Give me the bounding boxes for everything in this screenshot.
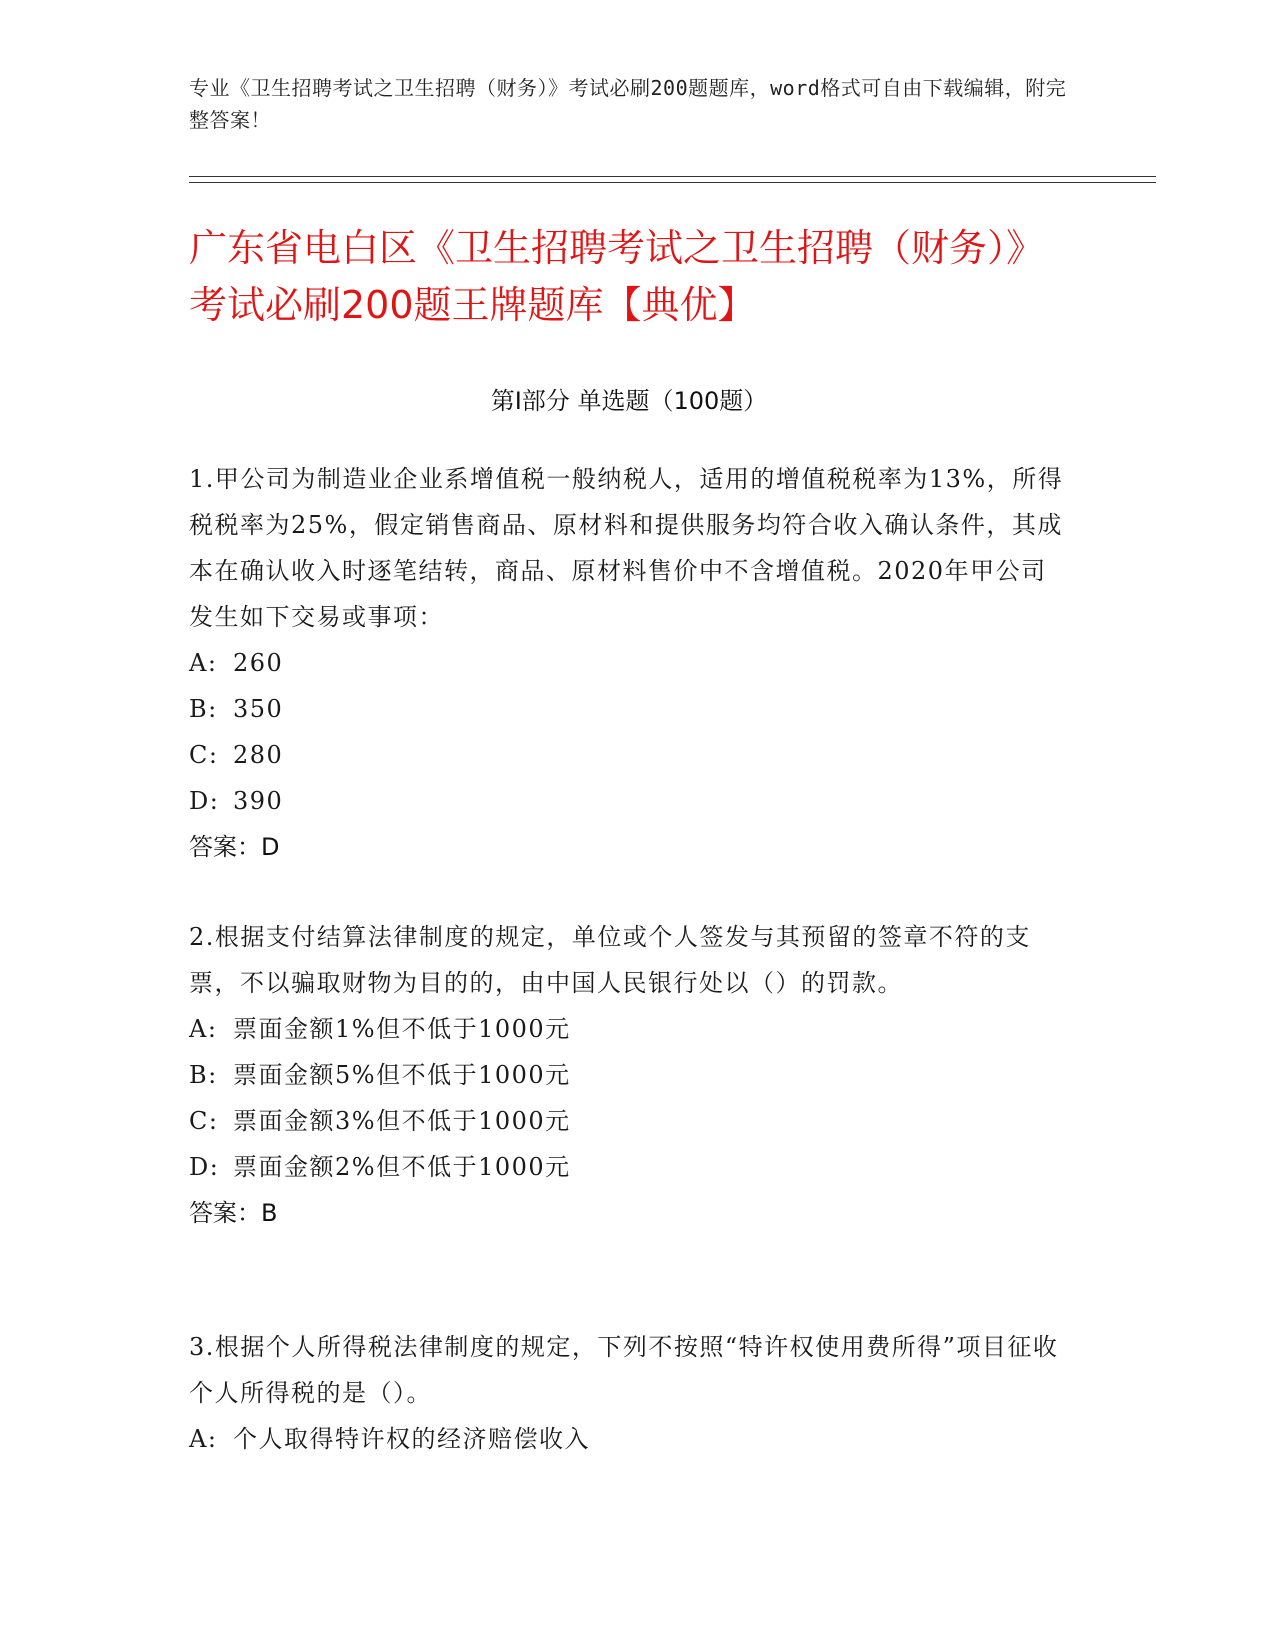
- option-text: 个人取得特许权的经济赔偿收入: [233, 1425, 590, 1453]
- option-key: C:: [189, 1107, 219, 1135]
- option-text: 280: [233, 741, 284, 769]
- option-d: [189, 778, 1069, 824]
- option-key: A:: [189, 1425, 218, 1453]
- question-text: 3.根据个人所得税法律制度的规定，下列不按照“特许权使用费所得”项目征收个人所得税的是（）。: [189, 1333, 1059, 1407]
- option-text: 票面金额5%但不低于1000元: [233, 1061, 571, 1089]
- answer: 答案：B: [189, 1199, 278, 1227]
- option-a: [189, 1006, 1069, 1052]
- option-c: [189, 732, 1069, 778]
- option-text: 票面金额3%但不低于1000元: [233, 1107, 571, 1135]
- option-key: A:: [189, 649, 218, 677]
- option-a: [189, 1416, 1069, 1462]
- question-2: [189, 914, 1069, 1236]
- question-3: [189, 1324, 1069, 1462]
- question-text: 1.甲公司为制造业企业系增值税一般纳税人，适用的增值税税率为13%，所得税税率为25%，假定销售商品、原材料和提供服务均符合收入确认条件，其成本在确认收入时逐笔结转，商品、原材料售价中不含增值税。2020年甲公司发生如下交易或事项：: [189, 465, 1064, 631]
- option-b: [189, 686, 1069, 732]
- option-text: 票面金额2%但不低于1000元: [233, 1153, 571, 1181]
- document-title: 广东省电白区《卫生招聘考试之卫生招聘（财务）》考试必刷200题王牌题库【典优】: [189, 226, 1045, 327]
- option-a: [189, 640, 1069, 686]
- option-text: 260: [233, 649, 284, 677]
- header-divider-thin: [189, 182, 1156, 183]
- option-c: [189, 1098, 1069, 1144]
- option-key: D:: [189, 1153, 220, 1181]
- option-key: C:: [189, 741, 219, 769]
- option-key: B:: [189, 1061, 218, 1089]
- option-key: A:: [189, 1015, 218, 1043]
- option-b: [189, 1052, 1069, 1098]
- header-divider-thick: [189, 176, 1156, 177]
- question-1: [189, 456, 1069, 870]
- answer: 答案：D: [189, 833, 280, 861]
- option-key: D:: [189, 787, 220, 815]
- option-key: B:: [189, 695, 218, 723]
- header-note: 专业《卫生招聘考试之卫生招聘（财务）》考试必刷200题题库，word格式可自由下载编辑，附完整答案！: [189, 76, 1067, 132]
- question-text: 2.根据支付结算法律制度的规定，单位或个人签发与其预留的签章不符的支票，不以骗取财物为目的的，由中国人民银行处以（）的罚款。: [189, 923, 1031, 997]
- option-text: 350: [233, 695, 284, 723]
- section-heading: 第I部分 单选题（100题）: [490, 387, 768, 415]
- option-d: [189, 1144, 1069, 1190]
- option-text: 390: [233, 787, 284, 815]
- option-text: 票面金额1%但不低于1000元: [233, 1015, 571, 1043]
